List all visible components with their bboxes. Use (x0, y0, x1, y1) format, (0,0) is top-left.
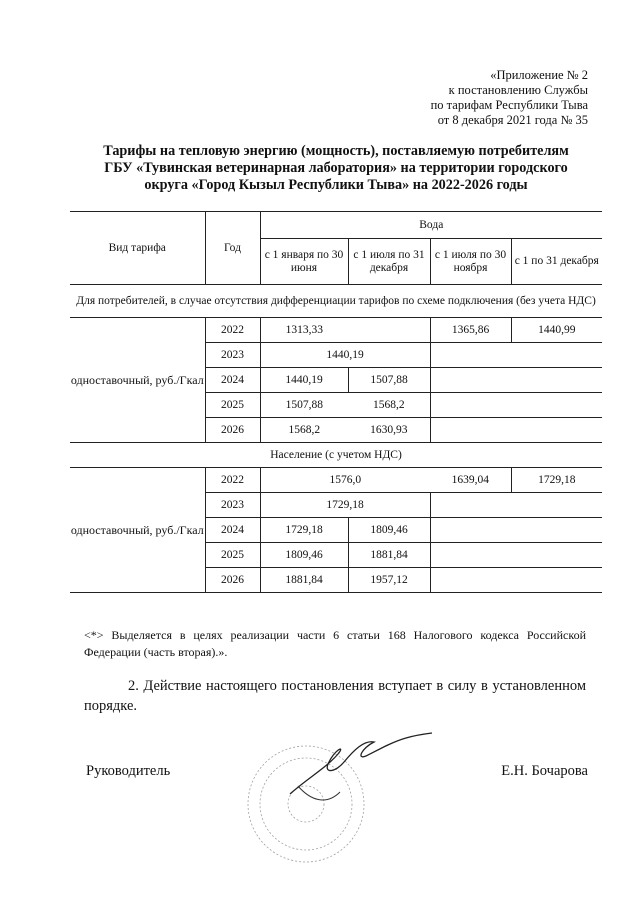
value-cell: 1568,2 (348, 393, 430, 418)
annex-line-4: от 8 декабря 2021 года № 35 (437, 113, 588, 127)
value-cell: 1440,19 (260, 343, 430, 368)
section-2-title: Население (с учетом НДС) (70, 443, 602, 468)
year-cell: 2026 (205, 418, 260, 443)
value-cell: 1881,84 (348, 543, 430, 568)
value-cell: 1957,12 (348, 568, 430, 593)
value-cell: 1507,88 (348, 368, 430, 393)
value-cell: 1639,04 (430, 468, 511, 493)
year-cell: 2022 (205, 468, 260, 493)
header-year: Год (205, 212, 260, 285)
signatory-position: Руководитель (86, 763, 171, 779)
table-row (70, 318, 602, 343)
year-cell: 2024 (205, 518, 260, 543)
header-period-1: с 1 января по 30 июня (260, 239, 348, 285)
year-cell: 2023 (205, 343, 260, 368)
document-title (70, 143, 602, 194)
header-water: Вода (260, 212, 602, 239)
year-cell: 2025 (205, 543, 260, 568)
year-cell: 2022 (205, 318, 260, 343)
year-cell: 2024 (205, 368, 260, 393)
effective-clause: 2. Действие настоящего постановления вступает в силу в установленном порядке. (84, 678, 586, 714)
value-cell: 1729,18 (260, 493, 430, 518)
annex-line-3: по тарифам Республики Тыва (430, 98, 588, 112)
section-1-title: Для потребителей, в случае отсутствия дифференциации тарифов по схеме подключения (без учета НДС) (70, 285, 602, 318)
value-cell: 1729,18 (260, 518, 348, 543)
value-cell: 1440,19 (260, 368, 348, 393)
signatory-name: Е.Н. Бочарова (501, 763, 588, 779)
title-line-3: округа «Город Кызыл Республики Тыва» на 2022-2026 годы (144, 177, 528, 193)
value-cell: 1576,0 (260, 468, 430, 493)
header-period-2: с 1 июля по 31 декабря (348, 239, 430, 285)
table-row (70, 468, 602, 493)
tariff-kind-1: одноставочный, руб./Гкал (70, 318, 205, 443)
value-cell: 1440,99 (511, 318, 602, 343)
annex-header (431, 68, 588, 128)
value-cell: 1630,93 (348, 418, 430, 443)
value-cell: 1507,88 (260, 393, 348, 418)
value-cell: 1568,2 (260, 418, 348, 443)
annex-line-1: «Приложение № 2 (490, 68, 588, 82)
tariff-kind-2: одноставочный, руб./Гкал (70, 468, 205, 593)
value-cell: 1809,46 (260, 543, 348, 568)
title-line-1: Тарифы на тепловую энергию (мощность), поставляемую потребителям (103, 143, 569, 159)
year-cell: 2026 (205, 568, 260, 593)
value-cell (348, 318, 430, 343)
header-kind: Вид тарифа (70, 212, 205, 285)
annex-line-2: к постановлению Службы (448, 83, 588, 97)
title-line-2: ГБУ «Тувинская ветеринарная лаборатория» на территории городского (104, 160, 568, 176)
value-cell: 1365,86 (430, 318, 511, 343)
value-cell: 1313,33 (260, 318, 348, 343)
stamp-and-signature (238, 716, 438, 876)
official-stamp (248, 746, 364, 862)
value-cell: 1881,84 (260, 568, 348, 593)
footnote: <*> Выделяется в целях реализации части 6 статьи 168 Налогового кодекса Российской Федерации (часть вторая).». (84, 628, 586, 659)
year-cell: 2023 (205, 493, 260, 518)
header-period-3: с 1 июля по 30 ноября (430, 239, 511, 285)
year-cell: 2025 (205, 393, 260, 418)
signature-stroke (298, 786, 340, 800)
tariff-table (70, 211, 602, 593)
header-period-4: с 1 по 31 декабря (511, 239, 602, 285)
value-cell: 1809,46 (348, 518, 430, 543)
value-cell: 1729,18 (511, 468, 602, 493)
